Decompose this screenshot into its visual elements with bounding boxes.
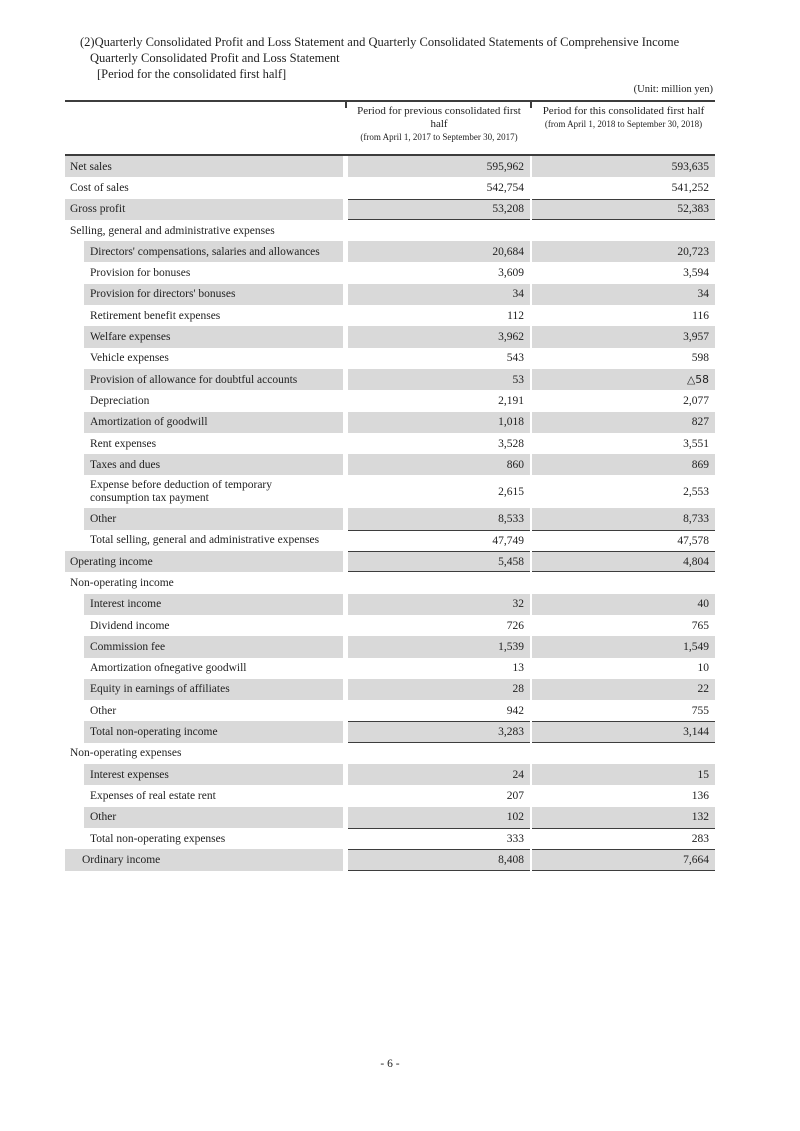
value-previous-period: 860 bbox=[348, 454, 530, 475]
row-label: Amortization ofnegative goodwill bbox=[90, 662, 247, 675]
row-label-cell bbox=[65, 530, 343, 551]
row-label-cell bbox=[65, 721, 343, 742]
column-header-this-period bbox=[532, 102, 715, 154]
value-previous-period: 2,191 bbox=[498, 394, 524, 407]
value-previous-period: 34 bbox=[348, 284, 530, 305]
row-label-cell bbox=[65, 348, 343, 369]
row-label-cell bbox=[65, 433, 343, 454]
column-subtitle: (from April 1, 2017 to September 30, 2017) bbox=[360, 132, 518, 142]
value-previous-period: 3,962 bbox=[348, 326, 530, 347]
row-label: Cost of sales bbox=[70, 181, 129, 194]
row-label-cell bbox=[65, 636, 343, 657]
column-divider-tick bbox=[345, 102, 347, 108]
row-label-cell bbox=[65, 594, 343, 615]
title-line-2: Quarterly Consolidated Profit and Loss Statement bbox=[90, 51, 340, 65]
row-label: Expenses of real estate rent bbox=[90, 789, 216, 802]
table-row bbox=[65, 615, 715, 636]
value-previous-period: 20,684 bbox=[348, 241, 530, 262]
table-row bbox=[65, 700, 715, 721]
row-label-cell bbox=[65, 199, 343, 220]
row-label-cell bbox=[65, 284, 343, 305]
row-label-cell bbox=[65, 807, 343, 828]
row-label-cell bbox=[65, 764, 343, 785]
column-title: Period for this consolidated first half bbox=[542, 105, 705, 117]
page-number: - 6 - bbox=[380, 1058, 400, 1070]
table-row bbox=[65, 348, 715, 369]
value-previous-period: 942 bbox=[506, 704, 524, 717]
table-row bbox=[65, 326, 715, 347]
value-this-period: 541,252 bbox=[671, 181, 709, 194]
section-header-row bbox=[65, 743, 715, 764]
table-row bbox=[65, 284, 715, 305]
table-row bbox=[65, 807, 715, 828]
row-label-cell bbox=[65, 572, 343, 593]
value-this-period: 3,594 bbox=[683, 267, 709, 280]
value-previous-period: 2,615 bbox=[498, 485, 524, 498]
row-label-cell bbox=[65, 551, 343, 572]
row-label-cell bbox=[65, 412, 343, 433]
row-label-cell bbox=[65, 220, 343, 241]
value-this-period: 8,733 bbox=[532, 508, 715, 529]
row-label-cell bbox=[65, 177, 343, 198]
value-previous-period: 102 bbox=[348, 807, 530, 828]
row-label: Total non-operating income bbox=[90, 726, 218, 739]
value-previous-period: 3,283 bbox=[348, 721, 530, 742]
content-area bbox=[65, 0, 715, 1131]
row-label-cell bbox=[65, 156, 343, 177]
table-row bbox=[65, 199, 715, 220]
table-row bbox=[65, 412, 715, 433]
table-row bbox=[65, 508, 715, 529]
table-row bbox=[65, 241, 715, 262]
table-row bbox=[65, 454, 715, 475]
unit-note: (Unit: million yen) bbox=[633, 84, 713, 95]
value-this-period: 2,077 bbox=[683, 394, 709, 407]
value-previous-period bbox=[348, 743, 530, 764]
row-label-cell bbox=[65, 369, 343, 390]
value-previous-period: 8,408 bbox=[348, 849, 530, 870]
value-this-period: 765 bbox=[691, 619, 709, 632]
table-body bbox=[65, 156, 715, 871]
row-label: Directors' compensations, salaries and allowances bbox=[90, 245, 320, 258]
row-label-cell bbox=[65, 679, 343, 700]
row-label-cell bbox=[65, 743, 343, 764]
value-previous-period: 53,208 bbox=[348, 199, 530, 220]
table-row bbox=[65, 828, 715, 849]
row-label: Dividend income bbox=[90, 619, 170, 632]
row-label-cell bbox=[65, 326, 343, 347]
row-label: Provision for bonuses bbox=[90, 267, 191, 280]
title-line-1: (2)Quarterly Consolidated Profit and Loss Statement and Quarterly Consolidated Statements of Comprehensive Income bbox=[80, 35, 680, 49]
value-this-period: 755 bbox=[691, 704, 709, 717]
table-row bbox=[65, 721, 715, 742]
row-label: Taxes and dues bbox=[90, 458, 161, 471]
row-label: Commission fee bbox=[90, 640, 166, 653]
value-this-period bbox=[532, 572, 715, 593]
value-this-period: 136 bbox=[691, 789, 709, 802]
value-previous-period: 726 bbox=[506, 619, 524, 632]
row-label: Equity in earnings of affiliates bbox=[90, 683, 230, 696]
value-previous-period: 24 bbox=[348, 764, 530, 785]
value-this-period: 47,578 bbox=[532, 530, 715, 551]
value-this-period: 2,553 bbox=[683, 485, 709, 498]
value-this-period: 7,664 bbox=[532, 849, 715, 870]
value-this-period: 132 bbox=[532, 807, 715, 828]
table-row bbox=[65, 636, 715, 657]
value-this-period: 1,549 bbox=[532, 636, 715, 657]
value-previous-period: 3,528 bbox=[498, 437, 524, 450]
table-row bbox=[65, 764, 715, 785]
profit-and-loss-table bbox=[65, 100, 715, 871]
row-label-cell bbox=[65, 785, 343, 806]
table-row bbox=[65, 475, 715, 508]
table-row bbox=[65, 305, 715, 326]
value-previous-period: 1,018 bbox=[348, 412, 530, 433]
value-this-period: 598 bbox=[691, 352, 709, 365]
value-this-period: 3,957 bbox=[532, 326, 715, 347]
row-label: Selling, general and administrative expenses bbox=[70, 224, 275, 237]
row-label-cell bbox=[65, 475, 343, 508]
table-row bbox=[65, 262, 715, 283]
row-label-cell bbox=[65, 849, 343, 870]
value-this-period bbox=[532, 220, 715, 241]
value-previous-period: 53 bbox=[348, 369, 530, 390]
header-label-cell bbox=[65, 102, 343, 154]
column-header-previous-period bbox=[348, 102, 530, 154]
value-previous-period: 13 bbox=[512, 662, 524, 675]
row-label: Operating income bbox=[70, 555, 153, 568]
row-label-cell bbox=[65, 241, 343, 262]
value-previous-period bbox=[348, 572, 530, 593]
value-previous-period: 595,962 bbox=[348, 156, 530, 177]
table-row bbox=[65, 369, 715, 390]
row-label-cell bbox=[65, 828, 343, 849]
title-line-3: [Period for the consolidated first half] bbox=[97, 67, 287, 81]
table-row bbox=[65, 530, 715, 551]
column-divider-tick bbox=[530, 102, 532, 108]
row-label: Provision for directors' bonuses bbox=[90, 288, 236, 301]
row-label-cell bbox=[65, 305, 343, 326]
row-label: Retirement benefit expenses bbox=[90, 309, 221, 322]
row-label-cell bbox=[65, 454, 343, 475]
row-label: Other bbox=[90, 513, 117, 526]
row-label-cell bbox=[65, 262, 343, 283]
row-label-cell bbox=[65, 700, 343, 721]
row-label: Gross profit bbox=[70, 203, 126, 216]
row-label: Expense before deduction of temporary consumption tax payment bbox=[90, 478, 273, 504]
value-this-period: △58 bbox=[532, 369, 715, 390]
value-this-period: 4,804 bbox=[532, 551, 715, 572]
column-title: Period for previous consolidated first half bbox=[357, 105, 521, 130]
row-label: Other bbox=[90, 704, 117, 717]
value-this-period: 52,383 bbox=[532, 199, 715, 220]
value-this-period: 10 bbox=[697, 662, 709, 675]
row-label-cell bbox=[65, 508, 343, 529]
row-label: Net sales bbox=[70, 160, 112, 173]
row-label: Amortization of goodwill bbox=[90, 416, 208, 429]
table-row bbox=[65, 679, 715, 700]
value-this-period: 827 bbox=[532, 412, 715, 433]
section-header-row bbox=[65, 220, 715, 241]
value-previous-period: 32 bbox=[348, 594, 530, 615]
value-this-period: 283 bbox=[532, 828, 715, 849]
value-this-period: 34 bbox=[532, 284, 715, 305]
row-label: Vehicle expenses bbox=[90, 352, 169, 365]
row-label: Rent expenses bbox=[90, 437, 157, 450]
row-label: Depreciation bbox=[90, 394, 150, 407]
value-previous-period: 1,539 bbox=[348, 636, 530, 657]
row-label: Interest expenses bbox=[90, 768, 169, 781]
table-row bbox=[65, 390, 715, 411]
value-previous-period: 8,533 bbox=[348, 508, 530, 529]
value-previous-period: 47,749 bbox=[348, 530, 530, 551]
column-subtitle: (from April 1, 2018 to September 30, 2018) bbox=[544, 119, 703, 129]
row-label: Total selling, general and administrative expenses bbox=[90, 534, 320, 547]
row-label-cell bbox=[65, 658, 343, 679]
value-previous-period: 5,458 bbox=[348, 551, 530, 572]
table-row bbox=[65, 849, 715, 870]
value-previous-period: 112 bbox=[507, 309, 524, 322]
value-this-period: 3,144 bbox=[532, 721, 715, 742]
value-previous-period: 543 bbox=[506, 352, 524, 365]
row-label: Other bbox=[90, 811, 117, 824]
row-label: Interest income bbox=[90, 598, 162, 611]
row-label: Non-operating expenses bbox=[70, 747, 182, 760]
value-previous-period: 3,609 bbox=[498, 267, 524, 280]
value-this-period: 3,551 bbox=[683, 437, 709, 450]
value-previous-period: 333 bbox=[348, 828, 530, 849]
table-row bbox=[65, 594, 715, 615]
value-this-period: 593,635 bbox=[532, 156, 715, 177]
table-row bbox=[65, 551, 715, 572]
table-row bbox=[65, 177, 715, 198]
row-label: Welfare expenses bbox=[90, 331, 171, 344]
value-previous-period: 28 bbox=[348, 679, 530, 700]
row-label-cell bbox=[65, 615, 343, 636]
section-header-row bbox=[65, 572, 715, 593]
value-previous-period bbox=[348, 220, 530, 241]
row-label: Total non-operating expenses bbox=[90, 832, 226, 845]
table-row bbox=[65, 658, 715, 679]
table-row bbox=[65, 785, 715, 806]
value-this-period: 116 bbox=[692, 309, 709, 322]
row-label: Ordinary income bbox=[82, 853, 161, 866]
value-previous-period: 207 bbox=[506, 789, 524, 802]
table-row bbox=[65, 156, 715, 177]
table-row bbox=[65, 433, 715, 454]
value-this-period: 22 bbox=[532, 679, 715, 700]
row-label: Provision of allowance for doubtful accounts bbox=[90, 373, 298, 386]
row-label-cell bbox=[65, 390, 343, 411]
value-this-period: 869 bbox=[532, 454, 715, 475]
value-previous-period: 542,754 bbox=[486, 181, 524, 194]
table-header bbox=[65, 100, 715, 156]
value-this-period bbox=[532, 743, 715, 764]
row-label: Non-operating income bbox=[70, 576, 174, 589]
value-this-period: 40 bbox=[532, 594, 715, 615]
value-this-period: 20,723 bbox=[532, 241, 715, 262]
value-this-period: 15 bbox=[532, 764, 715, 785]
